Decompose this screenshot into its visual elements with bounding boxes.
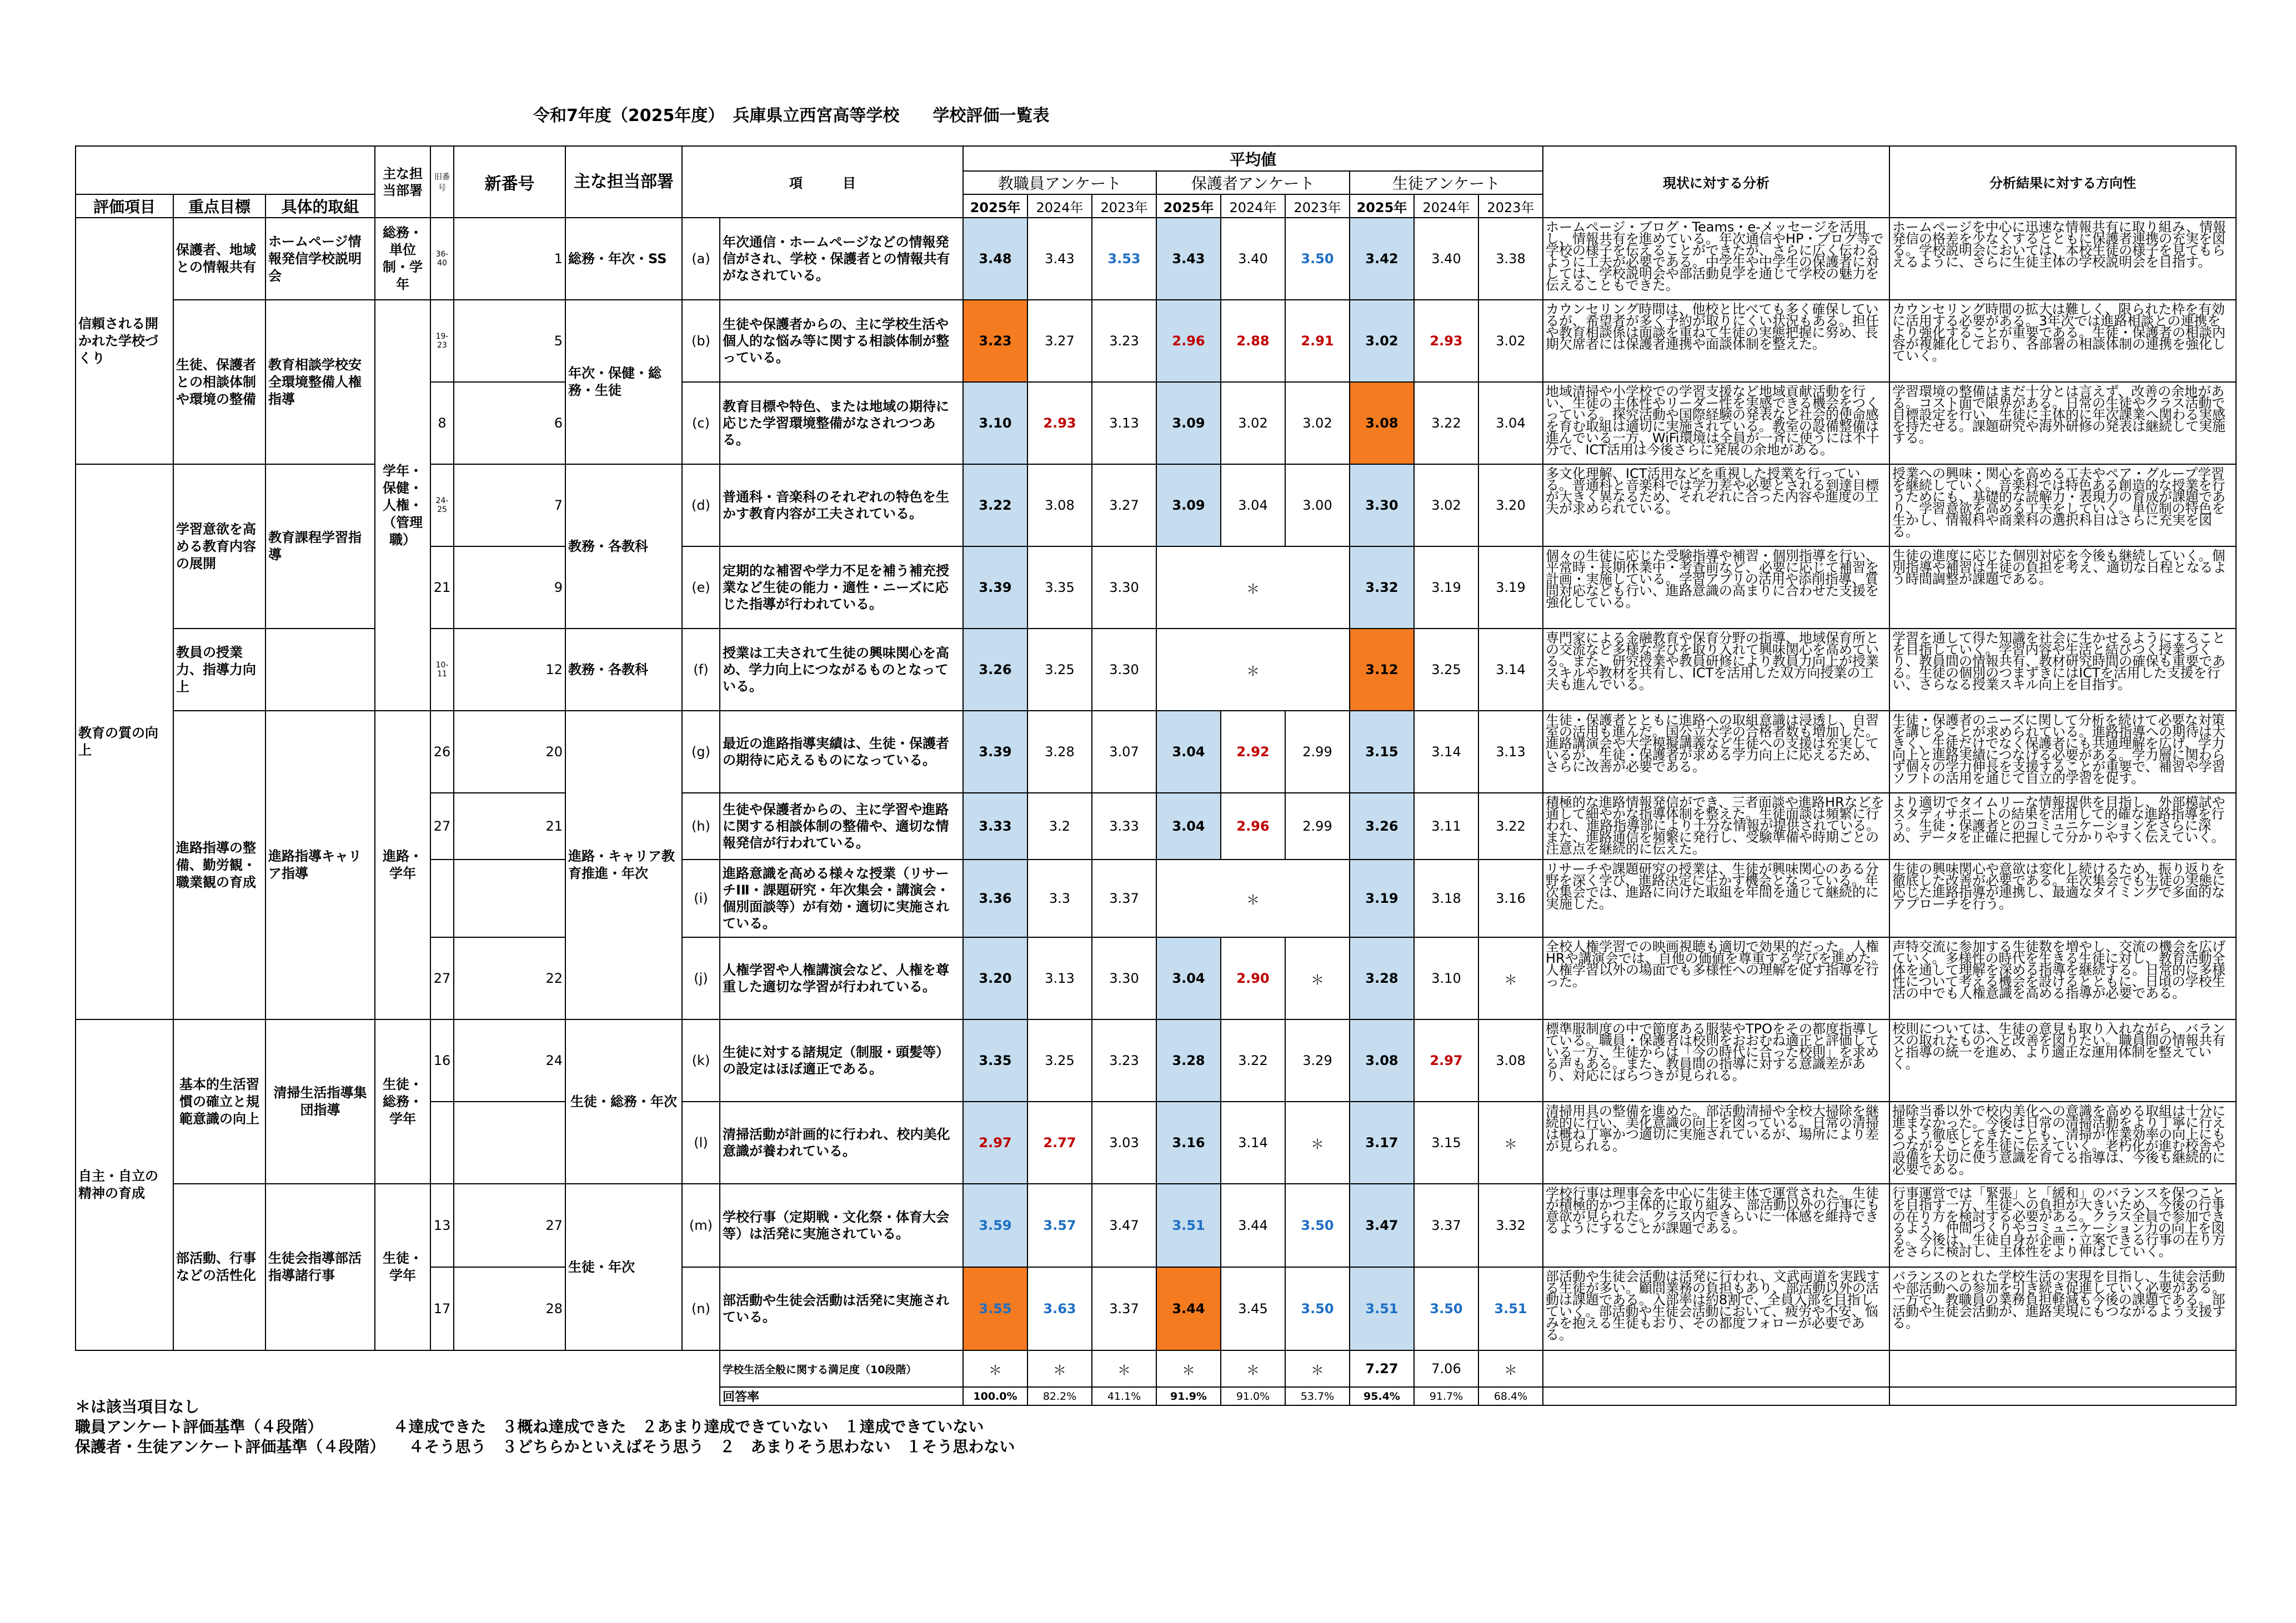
group-label: 教育の質の向上 [76, 464, 173, 1019]
dept-cell: 年次・保健・総務・生徒 [565, 300, 682, 464]
item-text: 授業は工夫されて生徒の興味関心を高め、学力向上につながるものとなっている。 [720, 629, 963, 711]
analysis-text: リサーチや課題研究の授業は、生徒が興味関心のある分野を深く学び、進路決定に生かす機会となっている。年次集会では、進路に向けた取組を年間を通じて継続的に実施した。 [1543, 860, 1889, 937]
year-2023: 2023年 [1092, 194, 1156, 218]
focus-label: 基本的生活習慣の確立と規範意識の向上 [173, 1019, 265, 1184]
student-2024: 3.22 [1414, 382, 1478, 464]
item-key: (d) [682, 464, 720, 546]
staff-2024: 3.63 [1027, 1267, 1092, 1350]
item-text: 生徒や保護者からの、主に学校生活や個人的な悩み等に関する相談体制が整っている。 [720, 300, 963, 382]
student-2024: 7.06 [1414, 1350, 1478, 1387]
response-label: 回答率 [720, 1387, 963, 1405]
old-no: 26 [430, 711, 454, 793]
item-text: 定期的な補習や学力不足を補う補充授業など生徒の能力・適性・ニーズに応じた指導が行われている。 [720, 546, 963, 629]
parent-2023: ＊ [1285, 1102, 1350, 1184]
parent-2025: 3.09 [1156, 464, 1221, 546]
analysis-text: 多文化理解、ICT活用などを重視した授業を行っている。普通科と音楽科では学力差や必要とされる到達目標が大きく異なるため、それぞれに合った内容や進度の工夫が求められている。 [1543, 464, 1889, 546]
evaluation-table [75, 145, 2237, 1406]
parent-2024: 3.40 [1221, 218, 1285, 300]
staff-2023: 3.37 [1092, 1267, 1156, 1350]
header-item: 項 目 [682, 146, 963, 218]
blank [1889, 1350, 2236, 1387]
parent-2025: 3.16 [1156, 1102, 1221, 1184]
parent-2024: 3.04 [1221, 464, 1285, 546]
parent-2024: 3.45 [1221, 1267, 1285, 1350]
student-2025: 3.42 [1350, 218, 1414, 300]
header-action: 具体的取組 [265, 194, 375, 218]
student-2025: 3.19 [1350, 860, 1414, 937]
staff-2025: 3.10 [963, 382, 1027, 464]
new-no: 21 [454, 793, 565, 860]
staff-2023: 3.30 [1092, 937, 1156, 1019]
parent-2024: 3.22 [1221, 1019, 1285, 1102]
new-no: 9 [454, 546, 565, 629]
direction-text: 生徒の興味関心や意欲は変化し続けるため、振り返りを徹底した改善が必要である。年次集会でも生徒の実態に応じた進路指導が連携し、最適なタイミングで多面的なアプローチを行う。 [1889, 860, 2236, 937]
header-dept2: 主な担当部署 [565, 146, 682, 218]
parent-2025: ＊ [1156, 1350, 1221, 1387]
staff-2025: 3.59 [963, 1184, 1027, 1267]
analysis-text: 全校人権学習での映画視聴も適切で効果的だった。人権HRや講演会では、自他の価値を尊重する学びを進めた。人権学習以外の場面でも多様性への理解を促す指導を行った。 [1543, 937, 1889, 1019]
dept-label: 生徒・総務・学年 [375, 1019, 430, 1184]
item-key: (a) [682, 218, 720, 300]
focus-label: 教員の授業力、指導力向上 [173, 629, 265, 711]
staff-2024: 82.2% [1027, 1387, 1092, 1405]
direction-text: 声特交流に参加する生徒数を増やし、交流の機会を広げていく。多様性の時代を生きる生徒に対し、教育活動全体を通して理解を深める指導を継続する。日常的に多様性について考える機会を設けるとともに、日頃の学校生活の中でも人権意識を高める指導が必要である。 [1889, 937, 2236, 1019]
header-dept: 主な担当部署 [375, 146, 430, 218]
staff-2024: 3.08 [1027, 464, 1092, 546]
student-2024: 3.25 [1414, 629, 1478, 711]
student-2023: 3.13 [1478, 711, 1543, 793]
student-2025: 3.17 [1350, 1102, 1414, 1184]
student-2025: 3.15 [1350, 711, 1414, 793]
item-key: (j) [682, 937, 720, 1019]
item-text: 普通科・音楽科のそれぞれの特色を生かす教育内容が工夫されている。 [720, 464, 963, 546]
parent-2023: 53.7% [1285, 1387, 1350, 1405]
student-2024: 3.02 [1414, 464, 1478, 546]
new-no: 22 [454, 937, 565, 1019]
staff-2025: 3.39 [963, 546, 1027, 629]
student-2023: 3.14 [1478, 629, 1543, 711]
header-eval-item: 評価項目 [76, 194, 173, 218]
staff-2025: 2.97 [963, 1102, 1027, 1184]
parent-2025: 3.04 [1156, 711, 1221, 793]
staff-2025: 3.36 [963, 860, 1027, 937]
header-staff: 教職員アンケート [963, 171, 1156, 194]
direction-text: 生徒の進度に応じた個別対応を今後も継続していく。個別指導や補習は生徒の負担を考え、適切な日程となるよう時間調整が課題である。 [1889, 546, 2236, 629]
staff-2023: 3.33 [1092, 793, 1156, 860]
parent-2023: 3.50 [1285, 1184, 1350, 1267]
footnote-staff-criteria: 職員アンケート評価基準（４段階） ４達成できた ３概ね達成できた ２あまり達成できていない １達成できていない [75, 1418, 984, 1436]
parent-2025: 3.43 [1156, 218, 1221, 300]
staff-2025: 3.26 [963, 629, 1027, 711]
student-2024: 3.10 [1414, 937, 1478, 1019]
old-no: 24-25 [430, 464, 454, 546]
student-2025: 3.08 [1350, 1019, 1414, 1102]
dept-cell: 総務・年次・SS [565, 218, 682, 300]
direction-text: 校則については、生徒の意見も取り入れながら、バランスの取れたものへと改善を図りたい。職員間の情報共有と指導の統一を進め、より適正な運用体制を整えていく。 [1889, 1019, 2236, 1102]
staff-2023: 3.30 [1092, 629, 1156, 711]
student-2023: 3.38 [1478, 218, 1543, 300]
blank [1889, 1387, 2236, 1405]
staff-2024: 2.77 [1027, 1102, 1092, 1184]
new-no [454, 860, 565, 937]
student-2024: 2.93 [1414, 300, 1478, 382]
student-2023: 3.32 [1478, 1184, 1543, 1267]
focus-label: 生徒、保護者との相談体制や環境の整備 [173, 300, 265, 464]
staff-2025: 3.35 [963, 1019, 1027, 1102]
parent-2025: 3.09 [1156, 382, 1221, 464]
parent-na: ＊ [1156, 860, 1350, 937]
header-parent: 保護者アンケート [1156, 171, 1350, 194]
dept-cell: 進路・キャリア教育推進・年次 [565, 711, 682, 1019]
student-2023: ＊ [1478, 1102, 1543, 1184]
old-no: 8 [430, 382, 454, 464]
year-2025: 2025年 [1350, 194, 1414, 218]
parent-2024: 2.92 [1221, 711, 1285, 793]
header-old-no: 旧番号 [430, 146, 454, 218]
analysis-text: 専門家による金融教育や保育分野の指導、地域保育所との交流など多様な学びを取り入れて興味関心を高めている。また、研究授業や教員研修により教員力向上が授業スキルや教材を共有し、ICTを活用した双方向授業の工夫も進んでいる。 [1543, 629, 1889, 711]
staff-2023: 3.53 [1092, 218, 1156, 300]
dept-cell: 生徒・年次 [565, 1184, 682, 1350]
parent-2024: 2.88 [1221, 300, 1285, 382]
focus-label: 部活動、行事などの活性化 [173, 1184, 265, 1350]
student-2023: 3.04 [1478, 382, 1543, 464]
staff-2025: 3.23 [963, 300, 1027, 382]
action-label: 生徒会指導部活指導諸行事 [265, 1184, 375, 1350]
new-no: 1 [454, 218, 565, 300]
staff-2023: 3.23 [1092, 1019, 1156, 1102]
dept-cell: 生徒・総務・年次 [565, 1019, 682, 1184]
student-2024: 3.37 [1414, 1184, 1478, 1267]
staff-2023: 3.13 [1092, 382, 1156, 464]
parent-na: ＊ [1156, 546, 1350, 629]
staff-2024: 3.43 [1027, 218, 1092, 300]
analysis-text: ホームページ・ブログ・Teams・e-メッセージを活用し、情報共有を進めている。年次通信やHP・ブログ等で学校の様子を伝えることができたが、さらに広く伝わるように工夫が必要である。中学生や中学生の保護者に対しては、学校説明会や部活動見学を通じて学校の魅力を伝えることもできた。 [1543, 218, 1889, 300]
item-key: (e) [682, 546, 720, 629]
student-2025: 3.32 [1350, 546, 1414, 629]
new-no [454, 1102, 565, 1184]
staff-2024: 3.25 [1027, 1019, 1092, 1102]
year-2023: 2023年 [1478, 194, 1543, 218]
direction-text: 授業への興味・関心を高める工夫やペア・グループ学習を継続していく。音楽科では特色ある創造的な授業を行うためにも、基礎的な読解力・表現力の育成が課題であり、学習意欲を高める工夫をしていく。単位制の特色を生かし、情報科や商業科の選択科目はさらに充実を図る。 [1889, 464, 2236, 546]
item-key: (h) [682, 793, 720, 860]
item-key: (b) [682, 300, 720, 382]
focus-label: 保護者、地域との情報共有 [173, 218, 265, 300]
staff-2024: 3.57 [1027, 1184, 1092, 1267]
old-no: 27 [430, 793, 454, 860]
staff-2023: 3.03 [1092, 1102, 1156, 1184]
analysis-text: 標準服制度の中で節度ある服装やTPOをその都度指導している。職員・保護者は校則をおおむね適正と評価している一方、生徒からは「今の時代に合った校則」を求める声もある。また、教員間の指導に対する意識差があり、対応にばらつきが見られる。 [1543, 1019, 1889, 1102]
satisfaction-label: 学校生活全般に関する満足度（10段階） [720, 1350, 963, 1387]
dept-cell: 教務・各教科 [565, 464, 682, 629]
parent-2024: 3.44 [1221, 1184, 1285, 1267]
student-2024: 3.50 [1414, 1267, 1478, 1350]
parent-2025: 3.04 [1156, 793, 1221, 860]
old-no: 17 [430, 1267, 454, 1350]
year-2025: 2025年 [1156, 194, 1221, 218]
student-2023: 3.02 [1478, 300, 1543, 382]
old-no: 19-23 [430, 300, 454, 382]
parent-2025: 91.9% [1156, 1387, 1221, 1405]
student-2025: 95.4% [1350, 1387, 1414, 1405]
student-2025: 3.30 [1350, 464, 1414, 546]
direction-text: 学習環境の整備はまだ十分とは言えず、改善の余地がある。コスト面で限界がある。日常の生徒やクラス活動で目標設定を行い、生徒に主体的に年次課業へ関わる実感を持たせる。課題研究や海外研修の発表は継続して実施する。 [1889, 382, 2236, 464]
parent-2025: 3.51 [1156, 1184, 1221, 1267]
parent-2023: 2.99 [1285, 793, 1350, 860]
item-text: 年次通信・ホームページなどの情報発信がされ、学校・保護者との情報共有がなされている。 [720, 218, 963, 300]
student-2023: 68.4% [1478, 1387, 1543, 1405]
item-text: 最近の進路指導実績は、生徒・保護者の期待に応えるものになっている。 [720, 711, 963, 793]
student-2023: 3.22 [1478, 793, 1543, 860]
dept-label: 総務・単位制・学年 [375, 218, 430, 300]
student-2025: 3.12 [1350, 629, 1414, 711]
parent-2024: 91.0% [1221, 1387, 1285, 1405]
parent-2025: 2.96 [1156, 300, 1221, 382]
parent-2023: 2.91 [1285, 300, 1350, 382]
item-text: 部活動や生徒会活動は活発に実施されている。 [720, 1267, 963, 1350]
item-key: (f) [682, 629, 720, 711]
direction-text: 学習を通して得た知識を社会に生かせるようにすることを目指していく。学習内容や生活と結びつく授業づくり、教員間の情報共有、教材研究時間の確保も重要である。生徒の個別のつまずきにはICTを活用した支援を行い、さらなる授業スキル向上を目指す。 [1889, 629, 2236, 711]
analysis-text: 部活動や生徒会活動は活発に行われ、文武両道を実践する生徒が多い。顧問業務の負担もあり、部活動以外の活動は課題である。入部率は約8割で、全員入部を目指していく。部活動や生徒会活動において、疲労や不安、悩みを抱える生徒もおり、その都度フォローが必要である。 [1543, 1267, 1889, 1350]
new-no: 7 [454, 464, 565, 546]
student-2024: 3.14 [1414, 711, 1478, 793]
header-student: 生徒アンケート [1350, 171, 1543, 194]
header-focus: 重点目標 [173, 194, 265, 218]
dept-label: 生徒・学年 [375, 1184, 430, 1350]
student-2023: 3.16 [1478, 860, 1543, 937]
staff-2023: 3.07 [1092, 711, 1156, 793]
staff-2025: 3.39 [963, 711, 1027, 793]
staff-2024: 3.3 [1027, 860, 1092, 937]
parent-2023: 3.00 [1285, 464, 1350, 546]
staff-2024: 3.27 [1027, 300, 1092, 382]
action-blank [265, 629, 375, 711]
parent-2024: 3.14 [1221, 1102, 1285, 1184]
parent-2023: 3.50 [1285, 218, 1350, 300]
student-2024: 3.19 [1414, 546, 1478, 629]
direction-text: ホームページを中心に迅速な情報共有に取り組み、情報発信の格差を少なくするとともに保護者連携の充実を図る。学校説明会においては、本校生徒の様子を見てもらえるように、さらに生徒主体の学校説明会を目指す。 [1889, 218, 2236, 300]
parent-2024: 2.90 [1221, 937, 1285, 1019]
year-2025: 2025年 [963, 194, 1027, 218]
new-no: 12 [454, 629, 565, 711]
staff-2025: ＊ [963, 1350, 1027, 1387]
staff-2025: 3.55 [963, 1267, 1027, 1350]
dept-label: 学年・保健・人権・（管理職） [375, 300, 430, 711]
staff-2023: 3.30 [1092, 546, 1156, 629]
student-2023: ＊ [1478, 937, 1543, 1019]
staff-2024: 3.2 [1027, 793, 1092, 860]
staff-2023: ＊ [1092, 1350, 1156, 1387]
old-no: 16 [430, 1019, 454, 1102]
staff-2023: 41.1% [1092, 1387, 1156, 1405]
analysis-text: 清掃用具の整備を進めた。部活動清掃や全校大掃除を継続的に行い、美化意識の向上を図っている。日常の清掃は概ね丁寧かつ適切に実施されているが、場所により差が見られる。 [1543, 1102, 1889, 1184]
new-no: 20 [454, 711, 565, 793]
new-no: 28 [454, 1267, 565, 1350]
student-2023: 3.51 [1478, 1267, 1543, 1350]
footnote-survey-criteria: 保護者・生徒アンケート評価基準（４段階） ４そう思う ３どちらかといえばそう思う ２ あまりそう思わない １そう思わない [75, 1438, 1015, 1456]
table-row [76, 1019, 2236, 1102]
new-no: 5 [454, 300, 565, 382]
parent-2023: 3.50 [1285, 1267, 1350, 1350]
page-title: 令和7年度（2025年度） 兵庫県立西宮高等学校 学校評価一覧表 [533, 106, 1050, 125]
year-2024: 2024年 [1414, 194, 1478, 218]
student-2025: 3.51 [1350, 1267, 1414, 1350]
new-no: 24 [454, 1019, 565, 1102]
student-2024: 3.15 [1414, 1102, 1478, 1184]
blank [76, 1350, 720, 1387]
staff-2023: 3.27 [1092, 464, 1156, 546]
item-text: 学校行事（定期戦・文化祭・体育大会等）は活発に実施されている。 [720, 1184, 963, 1267]
direction-text: カウンセリング時間の拡大は難しく、限られた枠を有効に活用する必要がある。3年次では進路相談との連携をより強化することが重要である。生徒・保護者の相談内容が複雑化しており、各部署の相談体制の連携を強化していく。 [1889, 300, 2236, 382]
staff-2024: 3.13 [1027, 937, 1092, 1019]
direction-text: 生徒・保護者のニーズに関して分析を続けて必要な対策を講じることが求められている。進路指導への期待は大きく、生徒だけでなく保護者にも共通理解を広げ、学力向上と進路実績につなげる必要がある。学力層に関わらず個々の学力伸長を支援することが重要で、補習や学習ソフトの活用を通じて自立的学習を促す。 [1889, 711, 2236, 793]
parent-2023: 3.29 [1285, 1019, 1350, 1102]
student-2024: 3.18 [1414, 860, 1478, 937]
year-2024: 2024年 [1221, 194, 1285, 218]
blank [1543, 1350, 1889, 1387]
student-2024: 91.7% [1414, 1387, 1478, 1405]
student-2023: ＊ [1478, 1350, 1543, 1387]
header-new-no: 新番号 [454, 146, 565, 218]
table-row [76, 300, 2236, 382]
analysis-text: カウンセリング時間は、他校と比べても多く確保しているが、希望者が多く予約が取りにくい状況もある。担任や教育相談係は面談を重ねて生徒の実態把握に努め、長期欠席者には保護者連携や面談体制を整えた。 [1543, 300, 1889, 382]
table-row [76, 1184, 2236, 1267]
action-label: ホームページ情報発信学校説明会 [265, 218, 375, 300]
staff-2024: 2.93 [1027, 382, 1092, 464]
analysis-text: 積極的な進路情報発信ができ、三者面談や進路HRなどを通して細やかな指導体制を整えた。生徒面談は頻繁に行われ、進路指導部により十分な情報が提供されている。また、進路通信を頻繁に発行し、受験準備や時期ごとの注意点を継続的に伝えた。 [1543, 793, 1889, 860]
old-no: 36-40 [430, 218, 454, 300]
parent-2024: ＊ [1221, 1350, 1285, 1387]
focus-label: 学習意欲を高める教育内容の展開 [173, 464, 265, 629]
parent-2023: 2.99 [1285, 711, 1350, 793]
student-2024: 3.40 [1414, 218, 1478, 300]
student-2025: 3.28 [1350, 937, 1414, 1019]
item-text: 生徒に対する諸規定（制服・頭髪等）の設定はほぼ適正である。 [720, 1019, 963, 1102]
action-label: 清掃生活指導集団指導 [265, 1019, 375, 1184]
staff-2025: 3.33 [963, 793, 1027, 860]
new-no: 6 [454, 382, 565, 464]
student-2023: 3.08 [1478, 1019, 1543, 1102]
action-label: 教育課程学習指導 [265, 464, 375, 629]
item-key: (m) [682, 1184, 720, 1267]
analysis-text: 生徒・保護者とともに進路への取組意識は浸透し、自習室の活用も進んだ。国公立大学の合格者数も増加した。進路講演会や大学模擬講義など生徒への支援は充実しているが、生徒・保護者が求める学力向上に応えるため、さらに改善が必要である。 [1543, 711, 1889, 793]
analysis-text: 個々の生徒に応じた受験指導や補習・個別指導を行い、平常時・長期休業中・考査前など、必要に応じて補習を計画・実施している。学習アプリの活用や添削指導、質問対応なども行い、進路意識の高まりに合わせた支援を強化している。 [1543, 546, 1889, 629]
direction-text: 行事運営では「緊張」と「緩和」のバランスを保つことを目指す一方、生徒への負担が大きいため、今後の行事の在り方を検討する必要がある。クラス全員で参加できるよう、仲間づくりやコミュニケーション力の向上を図る。今後は、生徒自身が企画・立案できる行事の在り方をさらに検討し、主体性をより伸ばしていく。 [1889, 1184, 2236, 1267]
analysis-text: 地域清掃や小学校での学習支援など地域貢献活動を行い、生徒の主体性やリーダー性を実感できる機会をつくっている。探究活動や国際経験の発表など社会的使命感を育む取組は適切に実施されている。教室の設備整備は進んでいる一方、WiFi環境は全員が一斉に使うには不十分で、ICT活用は今後さらに発展の余地がある。 [1543, 382, 1889, 464]
parent-2023: 3.02 [1285, 382, 1350, 464]
item-key: (i) [682, 860, 720, 937]
item-key: (n) [682, 1267, 720, 1350]
parent-2024: 3.02 [1221, 382, 1285, 464]
student-2023: 3.19 [1478, 546, 1543, 629]
group-label: 信頼される開かれた学校づくり [76, 218, 173, 464]
staff-2023: 3.47 [1092, 1184, 1156, 1267]
group-label: 自主・自立の精神の育成 [76, 1019, 173, 1350]
year-2023: 2023年 [1285, 194, 1350, 218]
student-2025: 3.08 [1350, 382, 1414, 464]
focus-label: 進路指導の整備、勤労観・職業観の育成 [173, 711, 265, 1019]
parent-2023: ＊ [1285, 937, 1350, 1019]
old-no: 21 [430, 546, 454, 629]
staff-2024: ＊ [1027, 1350, 1092, 1387]
item-key: (l) [682, 1102, 720, 1184]
student-2025: 3.47 [1350, 1184, 1414, 1267]
staff-2025: 100.0% [963, 1387, 1027, 1405]
old-no [430, 1102, 454, 1184]
parent-2023: ＊ [1285, 1350, 1350, 1387]
header-analysis: 現状に対する分析 [1543, 146, 1889, 218]
staff-2023: 3.37 [1092, 860, 1156, 937]
item-key: (g) [682, 711, 720, 793]
item-text: 生徒や保護者からの、主に学習や進路に関する相談体制の整備や、適切な情報発信が行われている。 [720, 793, 963, 860]
student-2023: 3.20 [1478, 464, 1543, 546]
header-average: 平均値 [963, 146, 1543, 171]
staff-2023: 3.23 [1092, 300, 1156, 382]
item-key: (k) [682, 1019, 720, 1102]
student-2024: 2.97 [1414, 1019, 1478, 1102]
student-2024: 3.11 [1414, 793, 1478, 860]
direction-text: 掃除当番以外で校内美化への意識を高める取組は十分に進まなかった。今後は日常の清掃活動をより丁寧に行えるよう徹底してきたことも、清掃が作業効率の向上にもつながることを生徒に伝えていく。老朽化が進む校舎や設備を大切に使う意識を育てる指導は、今後も継続的に必要である。 [1889, 1102, 2236, 1184]
staff-2025: 3.48 [963, 218, 1027, 300]
year-2024: 2024年 [1027, 194, 1092, 218]
direction-text: バランスのとれた学校生活の実現を目指し、生徒会活動や部活動への参加を引き続き促進していく必要がある。一方で、教職員の業務負担軽減も今後の課題である。部活動や生徒会活動が、進路実現にもつながるよう支援する。 [1889, 1267, 2236, 1350]
parent-2025: 3.28 [1156, 1019, 1221, 1102]
staff-2024: 3.25 [1027, 629, 1092, 711]
staff-2024: 3.28 [1027, 711, 1092, 793]
direction-text: より適切でタイムリーな情報提供を目指し、外部模試やスタディサポートの結果を活用して的確な進路指導を行う。生徒・保護者とのコミュニケーションをさらに深め、データを正確に把握して分かりやすく伝えていく。 [1889, 793, 2236, 860]
new-no: 27 [454, 1184, 565, 1267]
parent-2025: 3.04 [1156, 937, 1221, 1019]
parent-na: ＊ [1156, 629, 1350, 711]
old-no: 13 [430, 1184, 454, 1267]
student-2025: 7.27 [1350, 1350, 1414, 1387]
old-no: 10-11 [430, 629, 454, 711]
staff-2025: 3.20 [963, 937, 1027, 1019]
item-text: 人権学習や人権講演会など、人権を尊重した適切な学習が行われている。 [720, 937, 963, 1019]
parent-2025: 3.44 [1156, 1267, 1221, 1350]
footnote-na: ＊は該当項目なし [75, 1398, 200, 1416]
item-text: 教育目標や特色、または地域の期待に応じた学習環境整備がなされつつある。 [720, 382, 963, 464]
item-key: (c) [682, 382, 720, 464]
old-no [430, 860, 454, 937]
item-text: 進路意識を高める様々な授業（リサーチⅠⅡ・課題研究・年次集会・講演会・個別面談等）が有効・適切に実施されている。 [720, 860, 963, 937]
action-label: 進路指導キャリア指導 [265, 711, 375, 1019]
dept-cell: 教務・各教科 [565, 629, 682, 711]
response-row [76, 1387, 2236, 1405]
item-text: 清掃活動が計画的に行われ、校内美化意識が養われている。 [720, 1102, 963, 1184]
table-row [76, 218, 2236, 300]
staff-2025: 3.22 [963, 464, 1027, 546]
header-direction: 分析結果に対する方向性 [1889, 146, 2236, 218]
action-label: 教育相談学校安全環境整備人権指導 [265, 300, 375, 464]
header-blank [76, 146, 375, 194]
parent-2024: 2.96 [1221, 793, 1285, 860]
satisfaction-row [76, 1350, 2236, 1387]
table-row [76, 711, 2236, 793]
staff-2024: 3.35 [1027, 546, 1092, 629]
old-no: 27 [430, 937, 454, 1019]
blank [1543, 1387, 1889, 1405]
dept-label: 進路・学年 [375, 711, 430, 1019]
student-2025: 3.02 [1350, 300, 1414, 382]
analysis-text: 学校行事は理事会を中心に生徒主体で運営された。生徒が積極的かつ主体的に取り組み、部活動以外の行事にも意欲が見られた。クラス内できらいに一体感を維持できるようにすることが課題である。 [1543, 1184, 1889, 1267]
student-2025: 3.26 [1350, 793, 1414, 860]
